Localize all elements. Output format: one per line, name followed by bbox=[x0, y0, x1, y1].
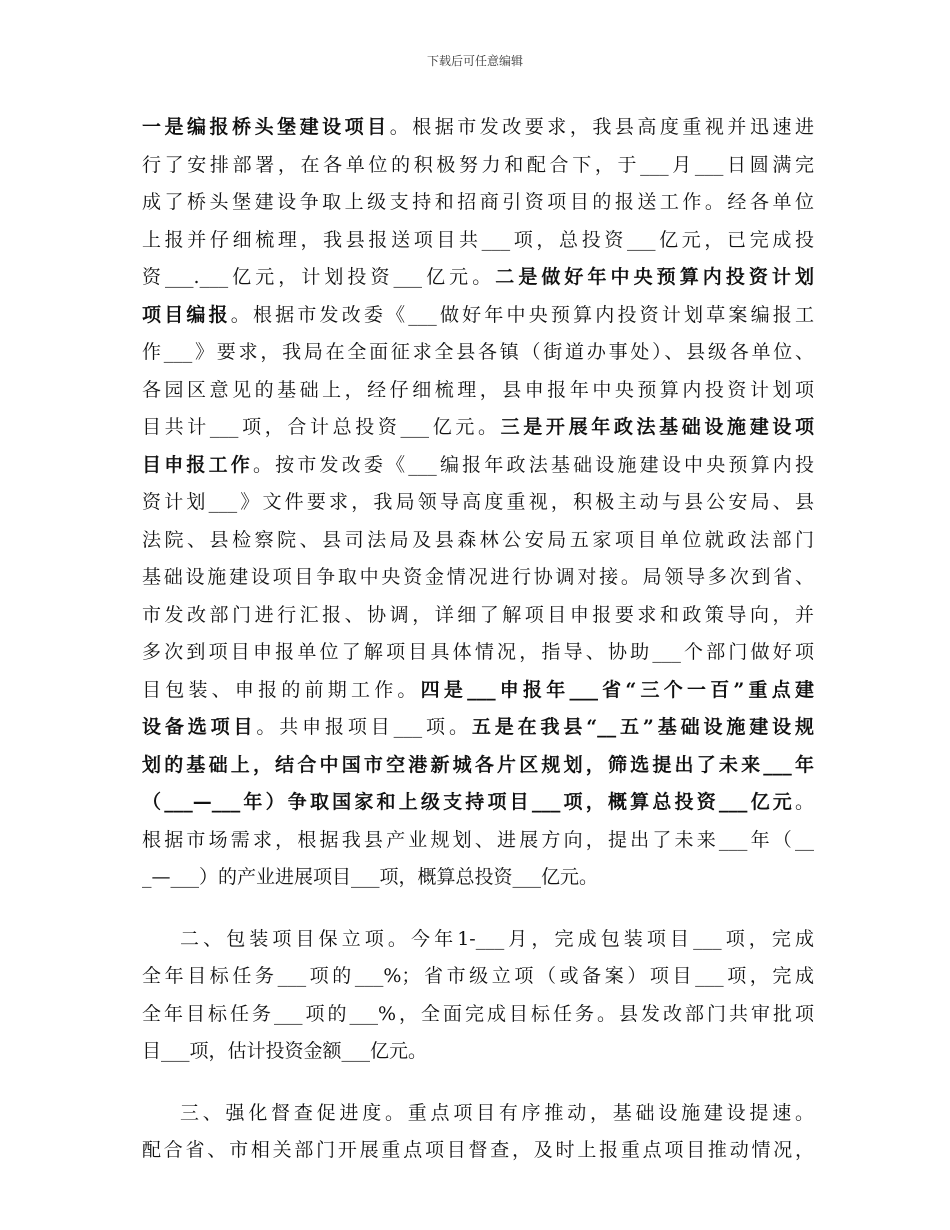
text-run: 全年目标任务___项的___%；省市级立项（或备案）项目___项，完成 bbox=[142, 965, 814, 987]
text-line bbox=[142, 338, 814, 376]
bold-text-run: 目申报工作 bbox=[142, 453, 253, 476]
bold-text-run: 五是在我县“__五”基础设施建设规 bbox=[471, 716, 814, 738]
text-line bbox=[142, 1000, 814, 1038]
text-run: 作___》要求，我局在全面征求全县各镇（街道办事处）、县级各单位、 bbox=[142, 341, 814, 363]
text-run: 二、包装项目保立项。今年1-___月，完成包装项目___项，完成 bbox=[180, 927, 814, 950]
bold-text-run: 四是___申报年___省“三个一百”重点建 bbox=[420, 678, 814, 701]
text-run: 配合省、市相关部门开展重点项目督查，及时上报重点项目推动情况， bbox=[142, 1139, 814, 1161]
text-line bbox=[142, 151, 814, 189]
text-run: 上报并仔细梳理，我县报送项目共___项，总投资___亿元，已完成投 bbox=[142, 228, 814, 251]
bold-text-run: 划的基础上，结合中国市空港新城各片区规划，筛选提出了未来___年 bbox=[142, 753, 814, 776]
paragraph bbox=[142, 113, 814, 901]
text-line bbox=[142, 788, 814, 826]
text-run: 成了桥头堡建设争取上级支持和招商引资项目的报送工作。经各单位 bbox=[142, 191, 814, 213]
text-run: 各园区意见的基础上，经仔细梳理，县申报年中央预算内投资计划项 bbox=[142, 378, 814, 401]
text-line bbox=[142, 376, 814, 414]
text-line bbox=[142, 301, 814, 339]
text-run: 资___.___亿元，计划投资___亿元。 bbox=[142, 266, 496, 288]
bold-text-run: 一是编报桥头堡建设项目 bbox=[142, 116, 390, 138]
text-run: 。根据市发改委《___做好年中央预算内投资计划草案编报工 bbox=[230, 303, 814, 326]
text-line bbox=[142, 826, 814, 864]
text-line bbox=[142, 1136, 814, 1174]
text-line bbox=[142, 962, 814, 1000]
text-run: 市发改部门进行汇报、协调，详细了解项目申报要求和政策导向，并 bbox=[142, 603, 814, 626]
text-line bbox=[142, 601, 814, 639]
text-line bbox=[142, 413, 814, 451]
text-line bbox=[142, 451, 814, 489]
bold-text-run: （___—___年）争取国家和上级支持项目___项，概算总投资___亿元 bbox=[142, 791, 795, 813]
text-line bbox=[142, 713, 814, 751]
text-line bbox=[142, 226, 814, 264]
text-run: 。根据市发改要求，我县高度重视并迅速进 bbox=[389, 116, 814, 138]
text-line bbox=[142, 751, 814, 789]
bold-text-run: 三是开展年政法基础设施建设项 bbox=[500, 416, 814, 438]
text-run: 法院、县检察院、县司法局及县森林公安局五家项目单位就政法部门 bbox=[142, 528, 814, 551]
bold-text-run: 二是做好年中央预算内投资计划 bbox=[495, 266, 814, 288]
text-run: 根据市场需求，根据我县产业规划、进展方向，提出了未来___年（__ bbox=[142, 828, 814, 851]
page-header-note: 下载后可任意编辑 bbox=[426, 54, 523, 68]
text-line bbox=[142, 263, 814, 301]
text-run: 。 bbox=[794, 791, 814, 813]
text-line bbox=[142, 1037, 814, 1075]
text-line bbox=[142, 488, 814, 526]
text-run: 目共计___项，合计总投资___亿元。 bbox=[142, 416, 501, 438]
paragraph bbox=[142, 925, 814, 1075]
paragraph-gap bbox=[142, 1075, 814, 1099]
text-line bbox=[142, 863, 814, 901]
text-line bbox=[142, 563, 814, 601]
paragraph bbox=[142, 1099, 814, 1174]
text-line bbox=[142, 638, 814, 676]
text-run: 目包装、申报的前期工作。 bbox=[142, 678, 421, 701]
text-line bbox=[142, 526, 814, 564]
text-run: 全年目标任务___项的___%，全面完成目标任务。县发改部门共审批项 bbox=[142, 1002, 814, 1025]
text-line bbox=[142, 676, 814, 714]
text-run: 基础设施建设项目争取中央资金情况进行协调对接。局领导多次到省、 bbox=[142, 566, 814, 588]
text-line bbox=[142, 1099, 814, 1137]
bold-text-run: 设备选项目 bbox=[142, 716, 257, 738]
bold-text-run: 项目编报 bbox=[142, 303, 231, 326]
text-run: 三、强化督查促进度。重点项目有序推动，基础设施建设提速。 bbox=[180, 1101, 814, 1124]
text-run: 资计划___》文件要求，我局领导高度重视，积极主动与县公安局、县 bbox=[142, 491, 814, 513]
text-run: 行了安排部署，在各单位的积极努力和配合下，于___月___日圆满完 bbox=[142, 153, 814, 176]
text-run: 多次到项目申报单位了解项目具体情况，指导、协助___个部门做好项 bbox=[142, 641, 814, 663]
text-line bbox=[142, 925, 814, 963]
text-run: _—___）的产业进展项目___项，概算总投资___亿元。 bbox=[142, 866, 599, 888]
text-line bbox=[142, 188, 814, 226]
text-line bbox=[142, 113, 814, 151]
document-body bbox=[142, 113, 814, 1174]
paragraph-gap bbox=[142, 901, 814, 925]
text-run: 目___项，估计投资金额___亿元。 bbox=[142, 1040, 428, 1062]
text-run: 。按市发改委《___编报年政法基础设施建设中央预算内投 bbox=[252, 453, 814, 476]
text-run: 。共申报项目___项。 bbox=[256, 716, 472, 738]
